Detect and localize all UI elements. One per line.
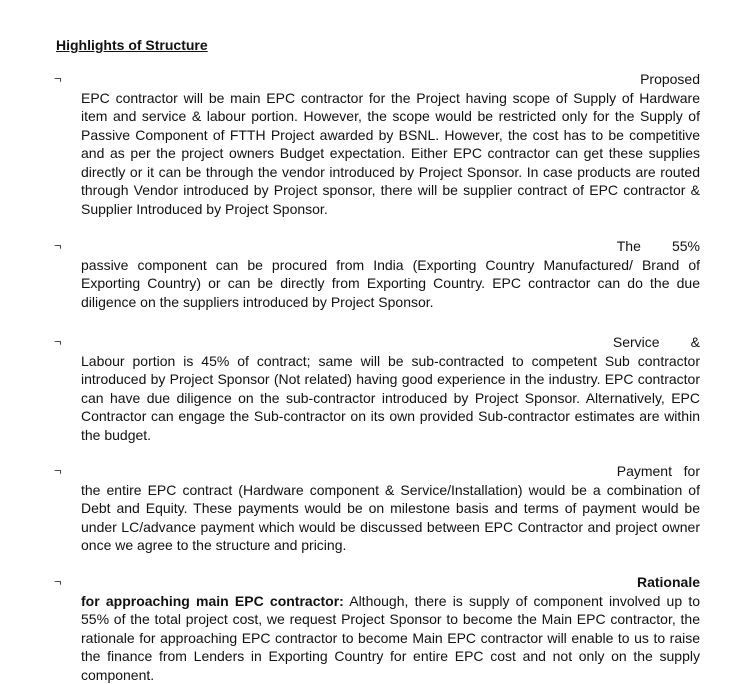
bullet-icon: ¬: [54, 333, 62, 351]
list-item: [54, 573, 702, 684]
list-item: [54, 462, 702, 555]
item-body-text: [81, 592, 700, 684]
item-lead-text: Payment for: [54, 462, 702, 481]
item-lead-text: Service &: [54, 333, 702, 352]
bullet-icon: ¬: [54, 237, 62, 255]
item-lead-text: The 55%: [54, 237, 702, 256]
item-body-text: EPC contractor will be main EPC contractor for the Project having scope of Supply of Hardware item and service & labour portion. However, the scope would be restricted only for the Supply of Passive Component of FTTH Project awarded by BSNL. However, the cost has to be competitive and as per the project owners Budget expectation. Either EPC contractor can get these supplies directly or it can be through the vendor introduced by Project Sponsor. In case products are routed through Vendor introduced by Project sponsor, there will be supplier contract of EPC contractor & Supplier Introduced by Project Sponsor.: [81, 89, 700, 219]
item-lead-text: Proposed: [54, 70, 702, 89]
bullet-icon: ¬: [54, 70, 62, 88]
item-body-rest-text: Although, there is supply of component involved up to 55% of the total project cost, we request Project Sponsor to become the Main EPC contractor, the rationale for approaching EPC contractor to become Main EPC contractor will enable to us to raise the finance from Lenders in Exporting Country for entire EPC cost and not only on the supply component.: [81, 593, 700, 683]
bullet-icon: ¬: [54, 573, 62, 591]
item-body-text: the entire EPC contract (Hardware component & Service/Installation) would be a combination of Debt and Equity. These payments would be on milestone basis and terms of payment would be under LC/advance payment which would be discussed between EPC Contractor and project owner once we agree to the structure and pricing.: [81, 481, 700, 555]
item-body-text: passive component can be procured from India (Exporting Country Manufactured/ Brand of Exporting Country) or can be directly from Exporting Country. EPC contractor can do the due diligence on the suppliers introduced by Project Sponsor.: [81, 256, 700, 312]
list-item: [54, 70, 702, 218]
list-item: [54, 237, 702, 311]
item-body-bold-text: for approaching main EPC contractor:: [81, 593, 344, 609]
item-lead-text: Rationale: [54, 573, 702, 592]
item-body-text: Labour portion is 45% of contract; same will be sub-contracted to competent Sub contractor introduced by Project Sponsor (Not related) having good experience in the industry. EPC contractor can have due diligence on the sub-contractor introduced by Project Sponsor. Alternatively, EPC Contractor can engage the Sub-contractor on its own provided Sub-contractor estimates are within the budget.: [81, 352, 700, 445]
section-heading: Highlights of Structure: [56, 36, 208, 54]
list-item: [54, 333, 702, 444]
bullet-icon: ¬: [54, 462, 62, 480]
